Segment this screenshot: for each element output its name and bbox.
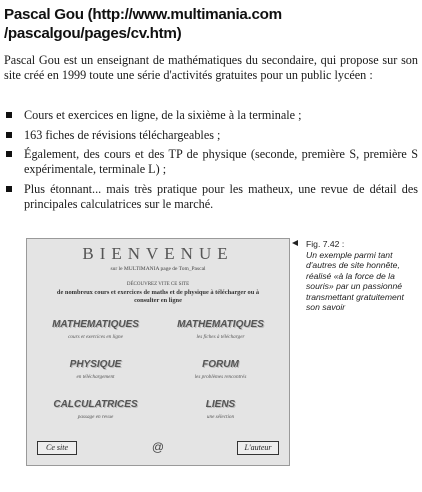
menu-cell-subtitle: une sélection: [206, 414, 235, 420]
website-screenshot-figure: [26, 238, 290, 466]
figure-welcome-title: BIENVENUE: [82, 244, 234, 263]
figure-byline: sur le MULTIMANIA page de Tom_Pascal: [110, 266, 206, 272]
list-item: Plus étonnant... mais très pratique pour les matheux, une revue de détail des principales calculatrices sur le marché.: [4, 182, 418, 212]
menu-cell-subtitle: passage en revue: [77, 414, 114, 420]
bullet-square-icon: [6, 151, 12, 157]
figure-menu-grid: [33, 319, 283, 431]
menu-cell-title: CALCULATRICES: [53, 399, 138, 410]
feature-list: [4, 108, 418, 216]
figure-description: de nombreux cours et exercices de maths et de physique à télécharger ou à consulter en ligne: [56, 289, 260, 304]
figure-caption-text: Un exemple parmi tant d'autres de site honnête, réalisé «à la force de la souris» par un passionné transmettant gratuitement son savoir: [306, 249, 404, 312]
menu-cell-title: PHYSIQUE: [69, 359, 122, 370]
list-item: Également, des cours et des TP de physique (seconde, première S, première S expérimentale, terminale L) ;: [4, 147, 418, 177]
menu-cell-forum[interactable]: [158, 359, 283, 380]
bullet-square-icon: [6, 132, 12, 138]
bullet-square-icon: [6, 186, 12, 192]
figure-discover-text: DÉCOUVREZ VITE CE SITE: [126, 282, 190, 287]
author-button[interactable]: L'auteur: [237, 441, 279, 455]
menu-cell-subtitle: cours et exercices en ligne: [68, 334, 123, 340]
email-at-icon[interactable]: @: [151, 440, 165, 454]
menu-cell-title: MATHEMATIQUES: [177, 319, 264, 330]
menu-cell-title: LIENS: [205, 399, 236, 410]
intro-paragraph: Pascal Gou est un enseignant de mathématiques du secondaire, qui propose sur son site créé en 1999 toute une série d'activités gratuites pour un public lycéen :: [4, 53, 418, 82]
bullet-square-icon: [6, 112, 12, 118]
pointer-arrow-icon: [292, 240, 298, 246]
figure-caption-label: Fig. 7.42 :: [306, 239, 345, 249]
menu-cell-physics[interactable]: [33, 359, 158, 380]
ce-site-button[interactable]: Ce site: [37, 441, 77, 455]
section-heading: Pascal Gou (http://www.multimania.com /pascalgou/pages/cv.htm): [4, 6, 282, 42]
figure-bottom-bar: [35, 439, 281, 457]
menu-cell-calculators[interactable]: [33, 399, 158, 420]
menu-cell-title: FORUM: [202, 359, 239, 370]
menu-cell-links[interactable]: [158, 399, 283, 420]
menu-cell-subtitle: en téléchargement: [76, 374, 115, 380]
menu-cell-title: MATHEMATIQUES: [52, 319, 139, 330]
list-item: 163 fiches de révisions téléchargeables ;: [4, 128, 418, 143]
menu-cell-subtitle: les fiches à télécharger: [196, 334, 245, 340]
menu-cell-subtitle: les problèmes rencontrés: [194, 374, 247, 380]
menu-cell-maths-courses[interactable]: [33, 319, 158, 340]
menu-cell-maths-sheets[interactable]: [158, 319, 283, 340]
figure-caption: [306, 239, 416, 313]
list-item: Cours et exercices en ligne, de la sixième à la terminale ;: [4, 108, 418, 123]
